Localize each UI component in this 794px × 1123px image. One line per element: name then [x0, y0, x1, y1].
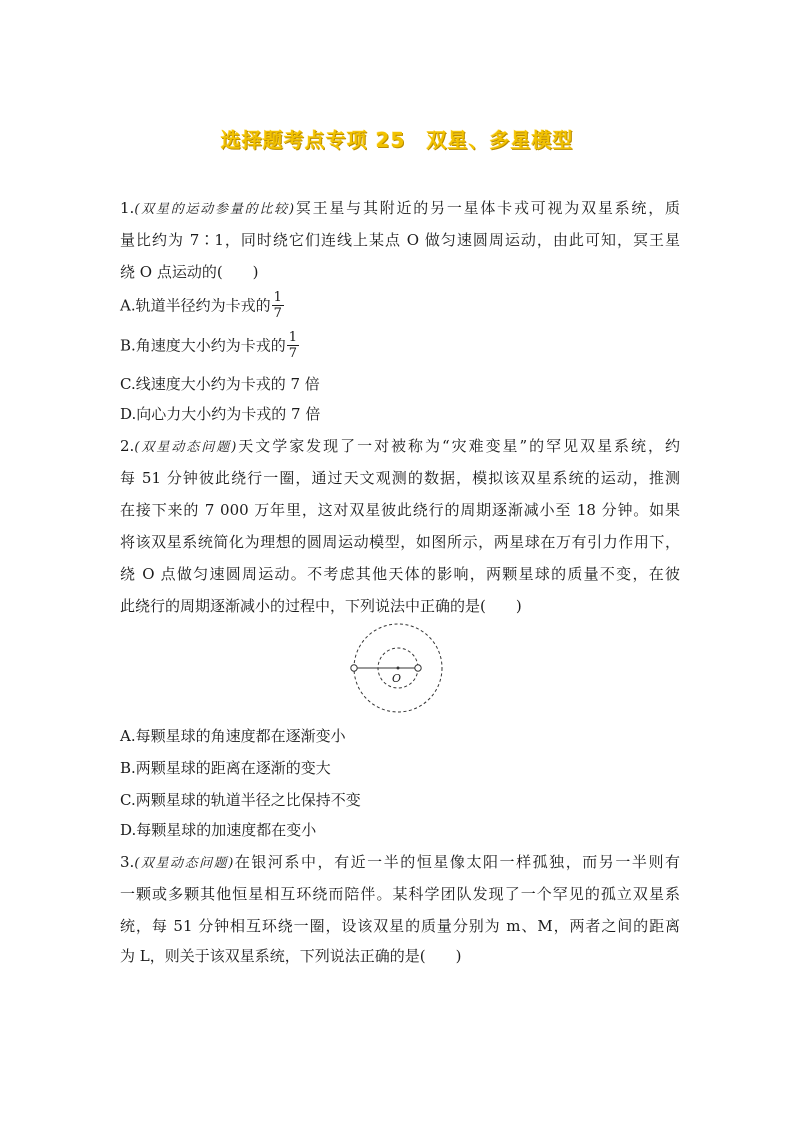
q1-line-2: 量比约为 7∶1，同时绕它们连线上某点 O 做匀速圆周运动，由此可知，冥王星 [120, 231, 680, 249]
binary-star-figure [346, 622, 450, 718]
q1-option-a [120, 290, 680, 324]
q2-option-a: A.每颗星球的角速度都在逐渐变小 [120, 727, 346, 745]
q1-option-a-fraction [272, 290, 284, 321]
q2-option-c: C.两颗星球的轨道半径之比保持不变 [120, 791, 361, 809]
q2-line-1 [120, 436, 680, 458]
star-left [351, 665, 357, 671]
q3-text-1: 在银河系中，有近一半的恒星像太阳一样孤独，而另一半则有 [233, 853, 680, 871]
q1-number: 1. [120, 199, 135, 217]
q3-line-1 [120, 852, 680, 874]
q2-line-6: 此绕行的周期逐渐减小的过程中，下列说法中正确的是( ) [120, 597, 522, 615]
q2-tag: (双星动态问题) [134, 440, 237, 455]
q1-line-3: 绕 O 点运动的( ) [120, 263, 259, 281]
q3-number: 3. [120, 853, 135, 871]
q1-option-b-fraction [287, 330, 299, 361]
q2-option-d: D.每颗星球的加速度都在变小 [120, 821, 317, 839]
q3-line-4: 为 L，则关于该双星系统，下列说法正确的是( ) [120, 947, 462, 965]
center-point [397, 667, 400, 670]
fraction-denominator: 7 [273, 306, 282, 321]
fraction-numerator: 1 [288, 330, 298, 345]
q1-tag: (双星的运动参量的比较) [134, 202, 295, 217]
q3-tag: (双星动态问题) [134, 856, 234, 871]
fraction-numerator: 1 [273, 290, 282, 305]
center-label: O [392, 672, 402, 685]
q2-line-2: 每 51 分钟彼此绕行一圈，通过天文观测的数据，模拟该双星系统的运动，推测 [120, 469, 680, 487]
q1-text-1: 冥王星与其附近的另一星体卡戎可视为双星系统，质 [294, 199, 680, 217]
q1-option-b-text: B.角速度大小约为卡戎的 [120, 336, 286, 355]
star-right [415, 665, 421, 671]
q2-option-b: B.两颗星球的距离在逐渐的变大 [120, 759, 331, 777]
page-title: 选择题考点专项 25 双星、多星模型 [220, 128, 574, 152]
q2-line-5: 绕 O 点做匀速圆周运动。不考虑其他天体的影响，两颗星球的质量不变，在彼 [120, 565, 680, 583]
fraction-denominator: 7 [288, 346, 298, 361]
q1-option-c: C.线速度大小约为卡戎的 7 倍 [120, 375, 320, 393]
q2-text-1: 天文学家发现了一对被称为“灾难变星”的罕见双星系统，约 [236, 437, 680, 455]
q2-number: 2. [120, 437, 135, 455]
q3-line-3: 统，每 51 分钟相互环绕一圈，设该双星的质量分别为 m、M，两者之间的距离 [120, 917, 680, 935]
q1-option-d: D.向心力大小约为卡戎的 7 倍 [120, 405, 321, 423]
q3-line-2: 一颗或多颗其他恒星相互环绕而陪伴。某科学团队发现了一个罕见的孤立双星系 [120, 885, 680, 903]
q2-line-3: 在接下来的 7 000 万年里，这对双星彼此绕行的周期逐渐减小至 18 分钟。如果 [120, 501, 680, 519]
q1-option-b [120, 330, 680, 364]
q1-line-1 [120, 198, 680, 220]
q2-line-4: 将该双星系统简化为理想的圆周运动模型，如图所示，两星球在万有引力作用下， [120, 533, 680, 551]
q1-option-a-text: A.轨道半径约为卡戎的 [120, 296, 271, 315]
